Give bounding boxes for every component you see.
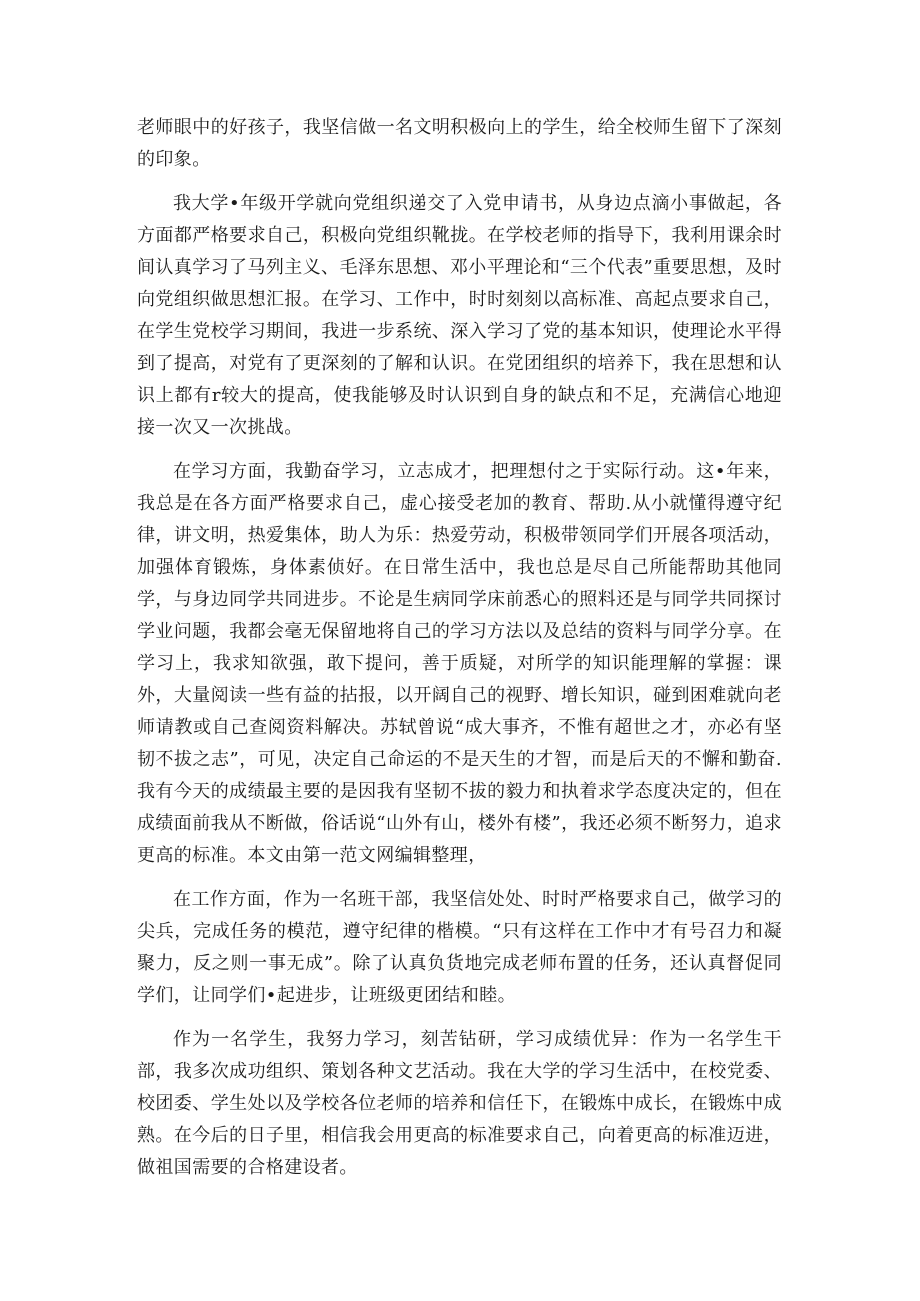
paragraph-3: 在学习方面，我勤奋学习，立志成才，把理想付之于实际行动。这•年来，我总是在各方面严格要求自己，虚心接受老加的教育、帮助.从小就懂得遵守纪律，讲文明，热爱集体，助人为乐：热爱劳动，积极带领同学们开展各项活动，加强体育锻炼，身体素侦好。在日常生活中，我也总是尽自己所能帮助其他同学，与身边同学共同进步。不论是生病同学床前悉心的照料还是与同学共同探讨学业问题，我都会毫无保留地将自己的学习方法以及总结的资料与同学分享。在学习上，我求知欲强，敢下提问，善于质疑，对所学的知识能理解的掌握：课外，大量阅读一些有益的拈报，以开阔自己的视野、增长知识，碰到困难就向老师请教或自己查阅资料解决。苏轼曾说“成大事齐，不惟有超世之才，亦必有坚韧不拔之志”，可见，决定自己命运的不是天生的才智，而是后天的不懈和勤奋.我有今天的成绩最主要的是因我有坚韧不拔的毅力和执着求学态度决定的，但在成绩面前我从不断做，俗话说“山外有山，楼外有楼”，我还必须不断努力，追求更高的标准。本文由第一范文网编辑整理， [137,461,782,866]
document-body [137,112,782,1196]
paragraph-5: 作为一名学生，我努力学习，刻苦钻研，学习成绩优异：作为一名学生干部，我多次成功组织、策划各种文艺活动。我在大学的学习生活中，在校党委、校团委、学生处以及学校各位老师的培养和信任下，在锻炼中成长，在锻炼中成熟。在今后的日子里，相信我会用更高的标准要求自己，向着更高的标准迈进，做祖国需要的合格建设者。 [137,1029,782,1178]
paragraph-2: 我大学•年级开学就向党组织递交了入党申请书，从身边点滴小事做起，各方面都严格要求自己，积极向党组织靴拢。在学校老师的指导下，我利用课余时间认真学习了马列主义、毛泽东思想、邓小平理论和“三个代表”重要思想，及时向党组织做思想汇报。在学习、工作中，时时刻刻以高标准、高起点要求自己，在学生党校学习期间，我进一步系统、深入学习了党的基本知识，使理论水平得到了提高，对党有了更深刻的了解和认识。在党团组织的培养下，我在思想和认识上都有r较大的提高，使我能够及时认识到自身的缺点和不足，充满信心地迎接一次又一次挑战。 [137,193,782,438]
paragraph-1: 老师眼中的好孩子，我坚信做一名文明积极向上的学生，给全校师生留下了深刻的印象。 [137,117,782,170]
paragraph-4: 在工作方面，作为一名班干部，我坚信处处、时时严格要求自己，做学习的尖兵，完成任务的模范，遵守纪律的楷模。“只有这样在工作中才有号召力和凝聚力，反之则一事无成”。除了认真负货地完成老师布置的任务，还认真督促同学们，让同学们•起进步，让班级更团结和睦。 [137,889,782,1006]
